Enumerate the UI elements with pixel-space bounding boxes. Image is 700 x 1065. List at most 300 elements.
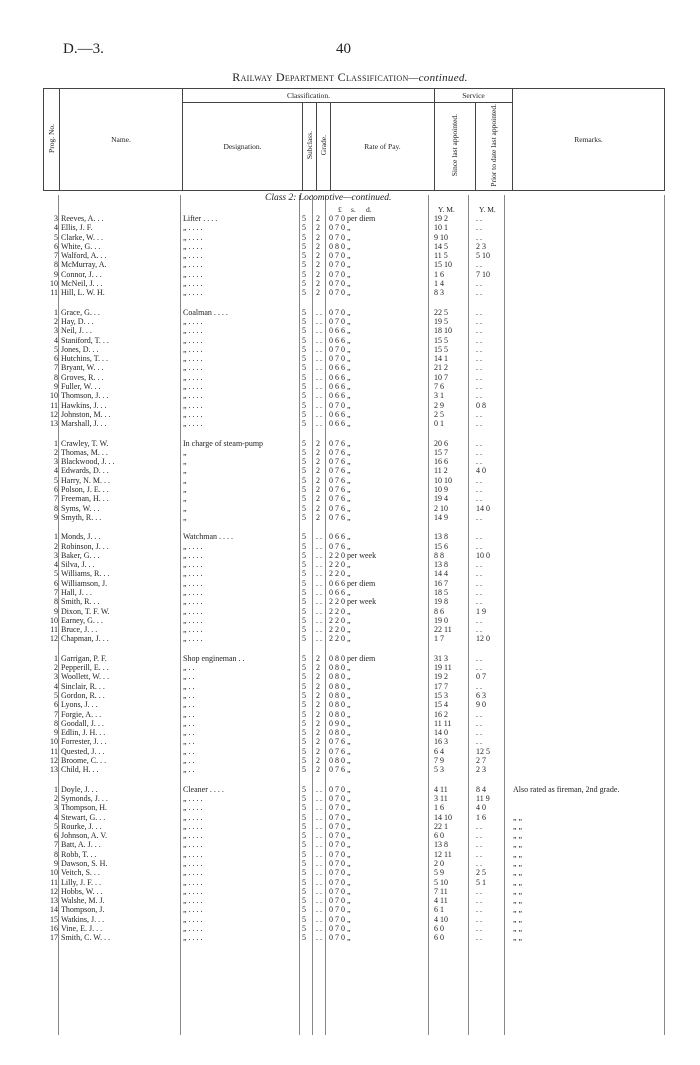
cell-grade: 2 [316,223,320,233]
cell-subclass: 5 [302,307,306,317]
cell-designation: „ [183,494,187,504]
cell-rate: 0 7 0 „ [329,288,351,298]
cell-grade: . . [316,597,322,607]
cell-prior: . . [476,335,482,345]
cell-rate: 0 8 0 „ [329,700,351,710]
cell-rate: 0 7 0 „ [329,307,351,317]
table-row [43,756,665,765]
cell-prior: 12 0 [476,634,490,644]
cell-grade: . . [316,354,322,364]
cell-prog-no: 9 [54,512,58,522]
cell-since: 12 11 [434,849,452,859]
cell-rate: 0 7 6 „ [329,512,351,522]
cell-since: 11 2 [434,466,448,476]
cell-rate: 0 8 0 „ [329,728,351,738]
cell-grade: 2 [316,700,320,710]
table-row [43,382,665,391]
cell-prior: . . [476,232,482,242]
cell-name: Lilly, J. F. . . [61,877,101,887]
cell-designation: „ . . . . [183,933,203,943]
cell-rate: 0 7 0 per diem [329,214,376,223]
cell-since: 15 5 [434,344,448,354]
cell-since: 4 11 [434,896,448,906]
cell-name: Hall, J. . . [61,587,92,597]
table-row [43,260,665,269]
cell-since: 19 5 [434,316,448,326]
cell-prior: . . [476,587,482,597]
cell-since: 15 5 [434,335,448,345]
cell-prior: . . [476,569,482,579]
cell-designation: „ . . [183,756,195,766]
cell-since: 16 3 [434,737,448,747]
cell-grade: 2 [316,746,320,756]
cell-since: 5 10 [434,877,448,887]
cell-name: Lyons, J. . . [61,700,98,710]
cell-since: 2 9 [434,400,444,410]
cell-since: 18 5 [434,587,448,597]
cell-rate: 0 6 6 „ [329,419,351,429]
cell-since: 2 5 [434,409,444,419]
cell-subclass: 5 [302,700,306,710]
cell-grade: . . [316,896,322,906]
cell-since: 5 9 [434,868,444,878]
cell-subclass: 5 [302,821,306,831]
cell-since: 11 11 [434,718,452,728]
unit-shilling: s. [351,205,356,214]
cell-since: 1 6 [434,269,444,279]
cell-since: 6 0 [434,933,444,943]
cell-subclass: 5 [302,784,306,794]
cell-rate: 0 6 6 „ [329,587,351,597]
cell-prior: . . [476,438,482,448]
cell-designation: In charge of steam-pump [183,438,264,448]
cell-since: 6 4 [434,746,444,756]
cell-prog-no: 10 [50,868,58,878]
cell-remarks: „ „ [513,886,523,896]
cell-since: 20 6 [434,438,448,448]
cell-prior: . . [476,260,482,270]
cell-subclass: 5 [302,849,306,859]
table-row [43,242,665,251]
cell-since: 6 1 [434,905,444,915]
cell-grade: . . [316,886,322,896]
table-row [43,933,665,942]
cell-subclass: 5 [302,859,306,868]
table-row [43,214,665,223]
cell-prior: . . [476,914,482,924]
cell-name: Doyle, J. . . [61,784,98,794]
cell-rate: 0 7 0 „ [329,831,351,841]
cell-prog-no: 8 [54,597,58,607]
cell-prog-no: 12 [50,634,58,644]
table-row [43,625,665,634]
table-row [43,457,665,466]
cell-rate: 0 7 6 „ [329,737,351,747]
cell-prog-no: 1 [54,532,58,542]
cell-prog-no: 13 [50,765,58,775]
cell-rate: 0 7 0 „ [329,803,351,813]
cell-subclass: 5 [302,653,306,663]
cell-designation: Lifter . . . . [183,214,218,223]
col-subclass: Subclass. [303,103,317,191]
cell-designation: „ . . . . [183,382,203,392]
table-row [43,485,665,494]
cell-prior: . . [476,494,482,504]
cell-name: Garrigan, P. F. [61,653,107,663]
cell-rate: 0 7 0 „ [329,933,351,943]
cell-designation: „ . . . . [183,606,203,616]
cell-grade: . . [316,560,322,570]
cell-subclass: 5 [302,326,306,336]
cell-remarks: „ „ [513,924,523,934]
cell-prior: 1 9 [476,606,486,616]
cell-subclass: 5 [302,512,306,522]
cell-designation: „ . . . . [183,896,203,906]
cell-designation: „ . . [183,700,195,710]
table-row [43,401,665,410]
cell-rate: 0 7 0 „ [329,924,351,934]
cell-prior: . . [476,316,482,326]
cell-prior: 8 4 [476,784,486,794]
cell-grade: . . [316,859,322,868]
cell-rate: 0 6 6 „ [329,532,351,542]
cell-name: Groves, R. . . [61,372,104,382]
table-row [43,270,665,279]
cell-prog-no: 9 [54,269,58,279]
table-row [43,542,665,551]
cell-grade: 2 [316,672,320,682]
class-heading: Class 2: Locomotive—continued. [265,193,392,203]
cell-rate: 0 6 6 „ [329,326,351,336]
cell-prog-no: 10 [50,391,58,401]
table-row [43,607,665,616]
cell-designation: „ . . . . [183,868,203,878]
cell-prior: 2 3 [476,765,486,775]
cell-prior: 5 10 [476,251,490,261]
cell-prior: . . [476,485,482,495]
cell-rate: 0 8 0 „ [329,756,351,766]
cell-subclass: 5 [302,354,306,364]
cell-prog-no: 6 [54,354,58,364]
cell-since: 13 8 [434,840,448,850]
cell-grade: 2 [316,232,320,242]
cell-name: Batt, A. J. . . [61,840,101,850]
cell-grade: . . [316,372,322,382]
cell-rate: 0 8 0 „ [329,672,351,682]
cell-subclass: 5 [302,718,306,728]
cell-since: 17 7 [434,681,448,691]
cell-subclass: 5 [302,419,306,429]
cell-subclass: 5 [302,541,306,551]
cell-prog-no: 17 [50,933,58,943]
cell-since: 7 6 [434,382,444,392]
cell-prog-no: 15 [50,914,58,924]
cell-prior: . . [476,214,482,223]
cell-prior: . . [476,447,482,457]
cell-since: 4 11 [434,784,448,794]
cell-prior: 4 0 [476,803,486,813]
cell-designation: „ [183,485,187,495]
cell-since: 31 3 [434,653,448,663]
cell-rate: 0 6 6 „ [329,363,351,373]
title-continued: —continued. [408,72,468,84]
cell-rate: 0 7 0 „ [329,784,351,794]
cell-grade: 2 [316,681,320,691]
cell-since: 8 8 [434,550,444,560]
table-row [43,532,665,541]
cell-name: Crawley, T. W. [61,438,109,448]
cell-grade: 2 [316,466,320,476]
col-prior: Prior to date last appointed. [476,103,513,191]
cell-name: Freeman, H. . . [61,494,109,504]
cell-subclass: 5 [302,924,306,934]
cell-prior: . . [476,391,482,401]
cell-prog-no: 6 [54,831,58,841]
col-service: Service [435,89,513,103]
cell-grade: . . [316,419,322,429]
cell-rate: 0 7 0 „ [329,260,351,270]
cell-rate: 0 7 0 „ [329,251,351,261]
cell-grade: 2 [316,737,320,747]
cell-name: Hutchins, T. . . [61,354,109,364]
cell-designation: „ . . . . [183,391,203,401]
cell-designation: „ . . . . [183,634,203,644]
table-row [43,840,665,849]
cell-since: 1 6 [434,803,444,813]
cell-prog-no: 10 [50,615,58,625]
cell-grade: . . [316,606,322,616]
cell-grade: 2 [316,447,320,457]
table-row [43,419,665,428]
cell-designation: „ . . . . [183,914,203,924]
table-row [43,831,665,840]
table-row [43,887,665,896]
cell-prior: . . [476,223,482,233]
cell-designation: „ . . . . [183,812,203,822]
cell-name: Monds, J. . . [61,532,101,542]
unit-pound: £ [338,205,342,214]
cell-name: Grace, G. . . [61,307,100,317]
cell-designation: „ . . . . [183,326,203,336]
cell-designation: „ . . . . [183,840,203,850]
cell-name: Jones, D. . . [61,344,99,354]
cell-prog-no: 13 [50,896,58,906]
cell-name: Thomson, J. . . [61,391,109,401]
cell-since: 7 9 [434,756,444,766]
cell-prog-no: 3 [54,326,58,336]
cell-name: Reeves, A. . . [61,214,104,223]
cell-subclass: 5 [302,578,306,588]
cell-subclass: 5 [302,400,306,410]
table-row [43,551,665,560]
cell-grade: . . [316,344,322,354]
cell-subclass: 5 [302,241,306,251]
cell-rate: 2 2 0 „ [329,625,351,635]
cell-prog-no: 4 [54,560,58,570]
cell-subclass: 5 [302,728,306,738]
col-since: Since last appointed. [435,103,476,191]
cell-rate: 0 7 0 „ [329,821,351,831]
table-row [43,896,665,905]
cell-designation: „ . . . . [183,821,203,831]
cell-name: Sinclair, R. . . [61,681,105,691]
cell-subclass: 5 [302,803,306,813]
cell-since: 15 6 [434,541,448,551]
cell-since: 10 7 [434,372,448,382]
cell-prog-no: 12 [50,409,58,419]
cell-subclass: 5 [302,409,306,419]
cell-prog-no: 7 [54,709,58,719]
cell-subclass: 5 [302,615,306,625]
cell-subclass: 5 [302,663,306,673]
cell-since: 14 5 [434,241,448,251]
cell-prog-no: 7 [54,494,58,504]
cell-grade: . . [316,335,322,345]
cell-prior: 12 5 [476,746,490,756]
cell-prior: . . [476,681,482,691]
cell-name: Chapman, J. . . [61,634,109,644]
cell-subclass: 5 [302,232,306,242]
cell-subclass: 5 [302,288,306,298]
cell-remarks: „ „ [513,812,523,822]
cell-name: Johnston, M. . . [61,409,111,419]
title-main: Railway Department Classification [232,70,409,84]
cell-designation: „ . . . . [183,849,203,859]
cell-name: Polson, J. E. . . [61,485,109,495]
cell-designation: „ . . . . [183,831,203,841]
cell-subclass: 5 [302,690,306,700]
cell-prior: . . [476,896,482,906]
cell-prior: 2 7 [476,756,486,766]
cell-name: Neil, J. . . [61,326,92,336]
cell-grade: 2 [316,663,320,673]
cell-grade: 2 [316,251,320,261]
table-row [43,672,665,681]
cell-designation: „ . . . . [183,279,203,289]
cell-name: Williamson, J. [61,578,108,588]
cell-since: 16 7 [434,578,448,588]
cell-prior: . . [476,307,482,317]
cell-name: Watkins, J. . . [61,914,105,924]
cell-grade: 2 [316,214,320,223]
cell-designation: „ . . . . [183,269,203,279]
cell-name: Hay, D. . . [61,316,94,326]
cell-rate: 0 7 0 „ [329,868,351,878]
cell-name: Robinson, J. . . [61,541,109,551]
cell-designation: „ . . . . [183,859,203,868]
cell-remarks: „ „ [513,896,523,906]
cell-subclass: 5 [302,831,306,841]
cell-since: 7 11 [434,886,448,896]
cell-rate: 0 7 0 „ [329,232,351,242]
cell-prior: 5 1 [476,877,486,887]
cell-since: 2 0 [434,859,444,868]
cell-name: Silva, J. . . [61,560,95,570]
cell-name: Ellis, J. F. [61,223,93,233]
cell-prior: . . [476,886,482,896]
cell-prior: . . [476,457,482,467]
cell-rate: 2 2 0 per week [329,550,377,560]
cell-since: 18 10 [434,326,452,336]
cell-rate: 0 6 6 „ [329,391,351,401]
cell-designation: Cleaner . . . . [183,784,224,794]
cell-since: 3 11 [434,793,448,803]
cell-prog-no: 10 [50,737,58,747]
cell-name: Forrester, J. . . [61,737,107,747]
cell-name: Walshe, M. J. [61,896,105,906]
cell-name: Earney, G. . . [61,615,103,625]
col-designation: Designation. [183,103,303,191]
cell-subclass: 5 [302,438,306,448]
cell-subclass: 5 [302,709,306,719]
cell-grade: . . [316,924,322,934]
cell-subclass: 5 [302,279,306,289]
cell-rate: 0 7 0 „ [329,896,351,906]
cell-since: 9 10 [434,232,448,242]
cell-prior: . . [476,859,482,868]
cell-prog-no: 5 [54,232,58,242]
cell-name: Bryant, W. . . [61,363,104,373]
cell-prog-no: 6 [54,241,58,251]
table-row [43,466,665,475]
cell-grade: 2 [316,485,320,495]
cell-subclass: 5 [302,260,306,270]
cell-prog-no: 3 [54,214,58,223]
cell-subclass: 5 [302,886,306,896]
cell-grade: 2 [316,756,320,766]
cell-since: 10 1 [434,223,448,233]
cell-prog-no: 11 [50,877,58,887]
cell-rate: 0 7 0 „ [329,279,351,289]
cell-prog-no: 1 [54,784,58,794]
cell-subclass: 5 [302,634,306,644]
cell-prior: . . [476,625,482,635]
cell-designation: „ . . . . [183,615,203,625]
cell-grade: . . [316,821,322,831]
cell-prior: . . [476,382,482,392]
cell-designation: „ . . . . [183,803,203,813]
cell-prog-no: 2 [54,316,58,326]
cell-prog-no: 7 [54,363,58,373]
cell-grade: . . [316,914,322,924]
cell-designation: „ . . [183,690,195,700]
cell-grade: 2 [316,728,320,738]
cell-prog-no: 11 [50,288,58,298]
table-row [43,616,665,625]
cell-rate: 0 7 6 „ [329,494,351,504]
cell-remarks: „ „ [513,905,523,915]
cell-grade: . . [316,587,322,597]
cell-prog-no: 8 [54,718,58,728]
table-row [43,915,665,924]
cell-rate: 0 7 0 „ [329,840,351,850]
cell-prog-no: 5 [54,821,58,831]
cell-grade: 2 [316,438,320,448]
cell-subclass: 5 [302,344,306,354]
cell-name: Syms, W. . . [61,503,100,513]
cell-name: Forgie, A. . . [61,709,102,719]
cell-grade: . . [316,849,322,859]
cell-prior: . . [476,663,482,673]
cell-grade: . . [316,793,322,803]
cell-rate: 0 7 0 „ [329,812,351,822]
cell-name: White, G. . . [61,241,101,251]
page-ref: D.—3. [63,41,104,57]
cell-prior: . . [476,288,482,298]
col-rate: Rate of Pay. [331,103,435,191]
cell-designation: „ . . . . [183,560,203,570]
cell-prog-no: 16 [50,924,58,934]
